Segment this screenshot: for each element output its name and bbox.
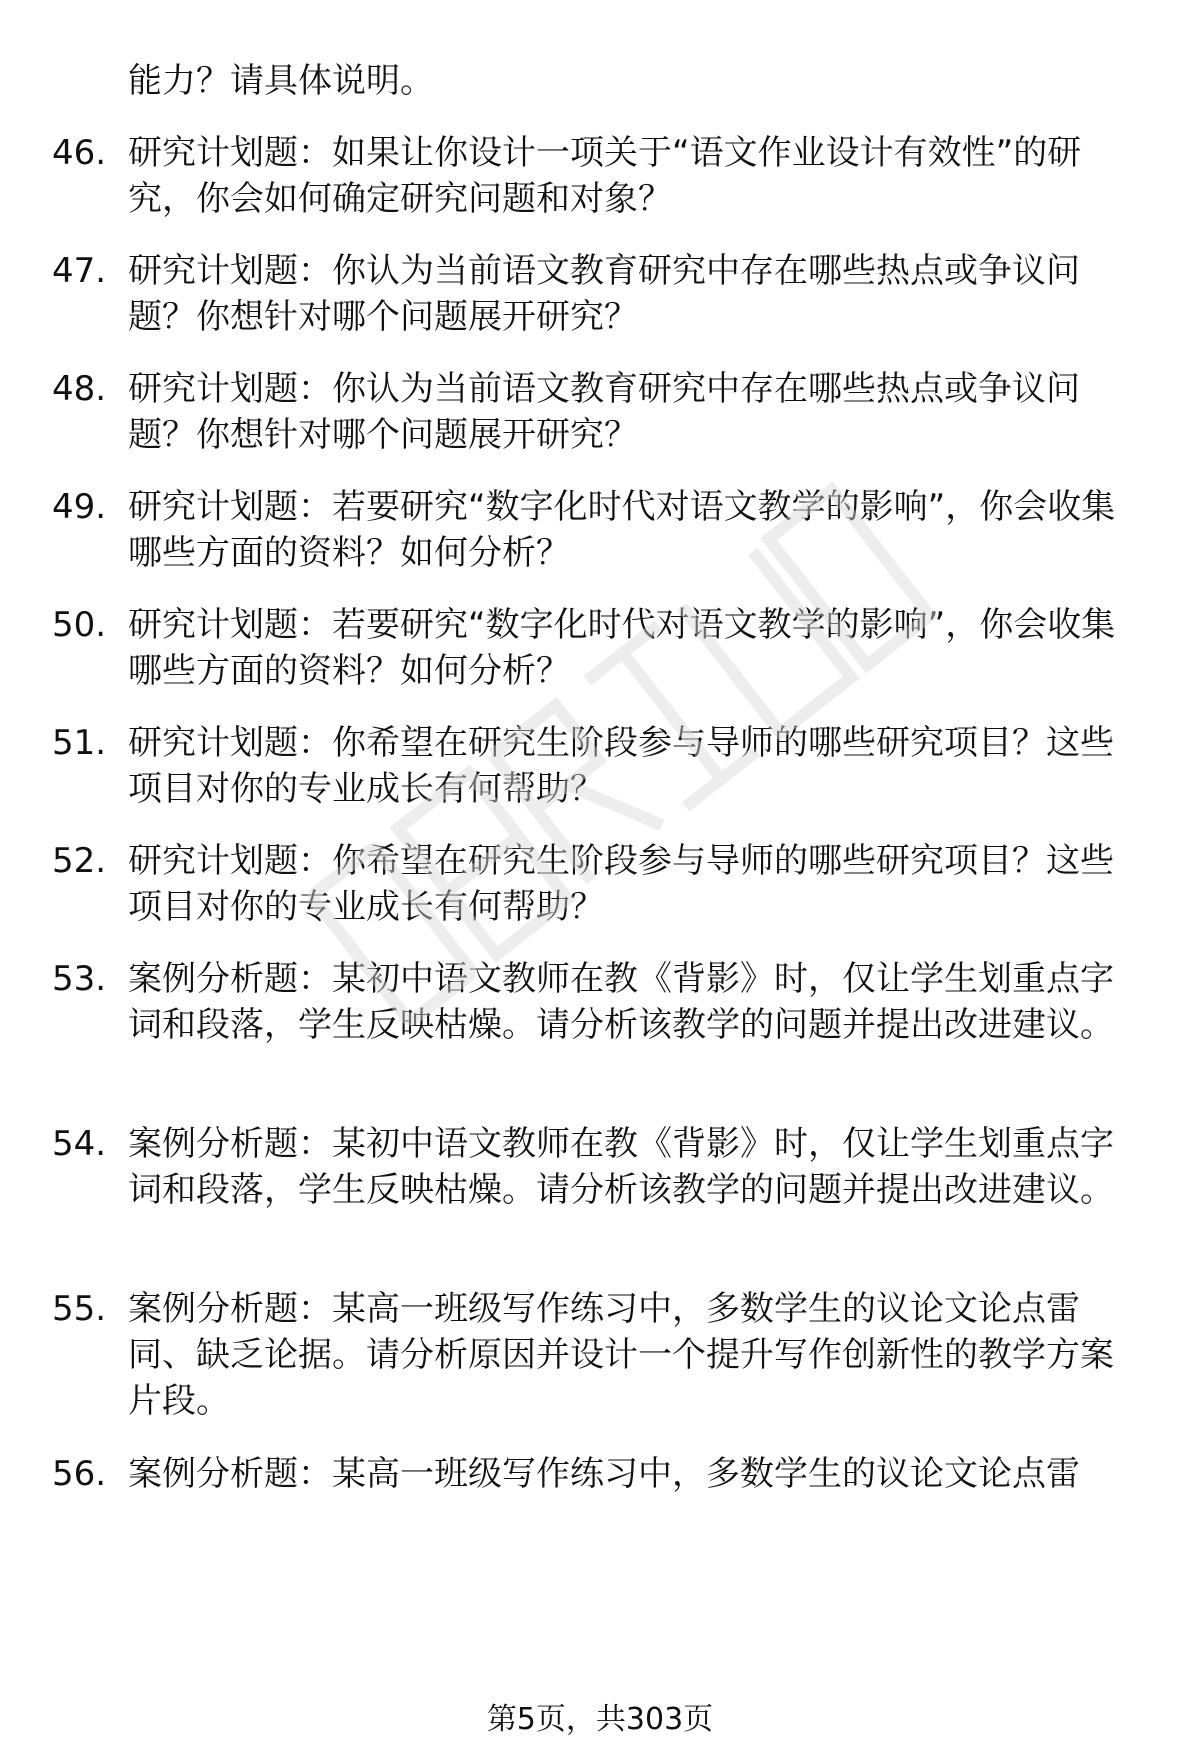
question-text: 研究计划题：若要研究“数字化时代对语文教学的影响”，你会收集哪些方面的资料？如何分析？ [128, 605, 1116, 691]
question-number: 46. [52, 133, 107, 173]
question-number: 55. [52, 1289, 107, 1329]
question-number: 47. [52, 251, 107, 291]
question-text: 案例分析题：某初中语文教师在教《背影》时，仅让学生划重点字词和段落，学生反映枯燥。请分析该教学的问题并提出改进建议。 [128, 959, 1114, 1045]
question-number: 56. [52, 1454, 107, 1494]
question-number: 49. [52, 487, 107, 527]
question-number: 51. [52, 723, 107, 763]
page-footer: 第5页，共303页 [486, 1702, 714, 1737]
question-number: 54. [52, 1124, 107, 1164]
question-text: 研究计划题：你希望在研究生阶段参与导师的哪些研究项目？这些项目对你的专业成长有何帮助？ [128, 723, 1114, 809]
question-text: 案例分析题：某初中语文教师在教《背影》时，仅让学生划重点字词和段落，学生反映枯燥。请分析该教学的问题并提出改进建议。 [128, 1124, 1114, 1210]
question-text: 研究计划题：你希望在研究生阶段参与导师的哪些研究项目？这些项目对你的专业成长有何帮助？ [128, 841, 1114, 927]
question-number: 50. [52, 605, 107, 645]
carryover-text: 能力？请具体说明。 [128, 61, 434, 101]
question-text: 案例分析题：某高一班级写作练习中，多数学生的议论文论点雷 [128, 1454, 1080, 1494]
question-text: 案例分析题：某高一班级写作练习中，多数学生的议论文论点雷同、缺乏论据。请分析原因并设计一个提升写作创新性的教学方案片段。 [128, 1289, 1114, 1421]
question-text: 研究计划题：如果让你设计一项关于“语文作业设计有效性”的研究，你会如何确定研究问题和对象？ [128, 133, 1082, 219]
question-text: 研究计划题：若要研究“数字化时代对语文教学的影响”，你会收集哪些方面的资料？如何分析？ [128, 487, 1116, 573]
question-number: 52. [52, 841, 107, 881]
question-text: 研究计划题：你认为当前语文教育研究中存在哪些热点或争议问题？你想针对哪个问题展开研究？ [128, 251, 1080, 337]
question-number: 53. [52, 959, 107, 999]
question-number: 48. [52, 369, 107, 409]
question-text: 研究计划题：你认为当前语文教育研究中存在哪些热点或争议问题？你想针对哪个问题展开研究？ [128, 369, 1080, 455]
